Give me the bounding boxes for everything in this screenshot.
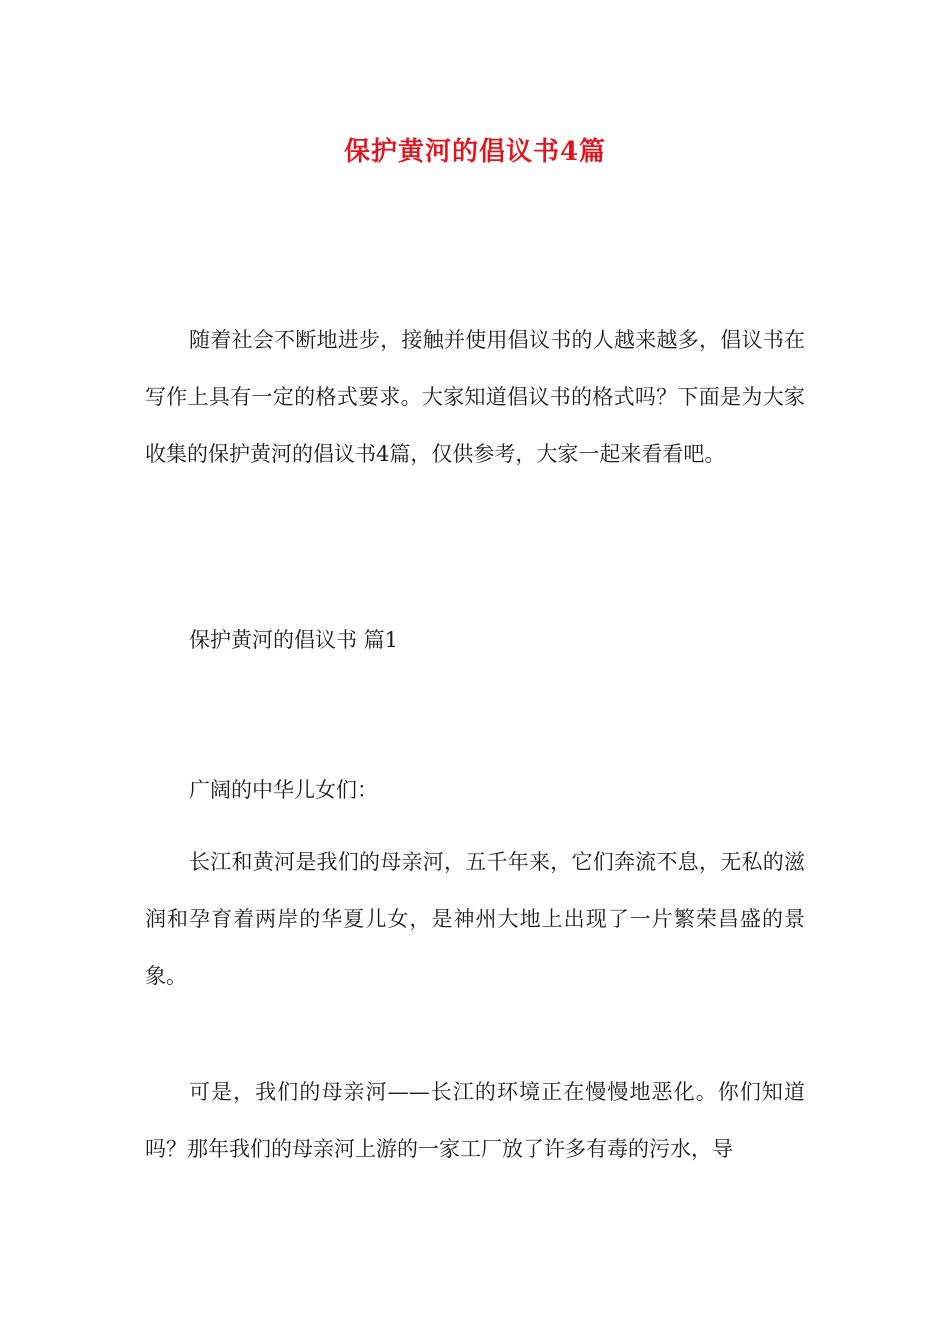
body-paragraph-2: 可是，我们的母亲河——长江的环境正在慢慢地恶化。你们知道吗？那年我们的母亲河上游的一家工厂放了许多有毒的污水，导 — [145, 1080, 805, 1161]
section-heading: 保护黄河的倡议书 篇1 — [189, 628, 399, 652]
salutation: 广阔的中华儿女们： — [189, 778, 378, 802]
document-title: 保护黄河的倡议书4篇 — [343, 137, 607, 167]
body-paragraph-1: 长江和黄河是我们的母亲河，五千年来，它们奔流不息，无私的滋润和孕育着两岸的华夏儿女，是神州大地上出现了一片繁荣昌盛的景象。 — [145, 850, 805, 988]
intro-paragraph: 随着社会不断地进步，接触并使用倡议书的人越来越多，倡议书在写作上具有一定的格式要求。大家知道倡议书的格式吗？下面是为大家收集的保护黄河的倡议书4篇，仅供参考，大家一起来看看吧。 — [145, 328, 805, 466]
